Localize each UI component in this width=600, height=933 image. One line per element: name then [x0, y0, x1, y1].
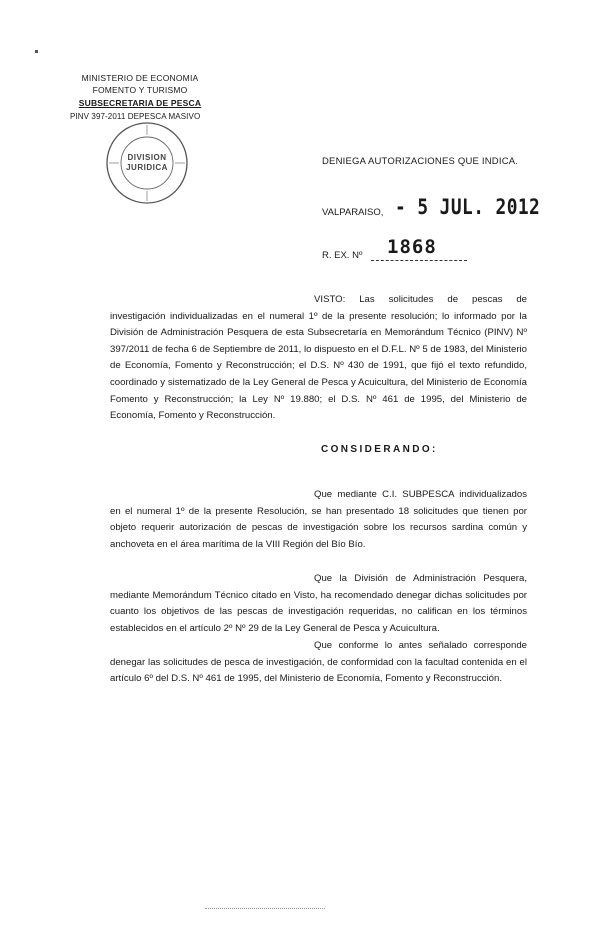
- footer-mark: [205, 908, 325, 909]
- margin-mark: [35, 50, 38, 53]
- stamp-text-juridica: JURIDICA: [126, 163, 168, 172]
- resolution-number-underline: [371, 260, 467, 261]
- ministry-name: MINISTERIO DE ECONOMIA: [81, 73, 199, 83]
- subsecretaria-name: SUBSECRETARIA DE PESCA: [78, 98, 202, 108]
- stamp-text-division: DIVISION: [127, 153, 167, 162]
- place-label: VALPARAISO,: [322, 207, 384, 218]
- considerando-heading: CONSIDERANDO:: [321, 444, 438, 455]
- resolution-number: 1868: [387, 236, 437, 258]
- ministry-subname: FOMENTO Y TURISMO: [92, 85, 188, 95]
- resolution-label: R. EX. Nº: [322, 250, 363, 261]
- date-stamp: - 5 JUL. 2012: [395, 195, 541, 219]
- document-subject: DENIEGA AUTORIZACIONES QUE INDICA.: [322, 156, 519, 167]
- reference-code: PINV 397-2011 DEPESCA MASIVO: [70, 112, 201, 121]
- considerando-paragraph-1: Que mediante C.I. SUBPESCA individualizados en el numeral 1º de la presente Resolución, se han presentado 18 solicitudes que tienen por objeto requerir autorización de pescas de investigación sobre los recursos sardina común y anchoveta en el área marítima de la VIII Región del Bío Bío.: [110, 489, 527, 550]
- considerando-paragraph-3: Que conforme lo antes señalado corresponde denegar las solicitudes de pesca de investigación, de conformidad con la facultad contenida en el artículo 6º del D.S. Nº 461 de 1995, del Ministerio de Economía, Fomento y Reconstrucción.: [110, 640, 527, 685]
- division-juridica-stamp: [104, 120, 190, 206]
- visto-paragraph: VISTO: Las solicitudes de pescas de investigación individualizadas en el numeral 1º de la presente resolución; lo informado por la División de Administración Pesquera de esta Subsecretaría en Memorándum Técnico (PINV) Nº 397/2011 de fecha 6 de Septiembre de 2011, lo dispuesto en el D.F.L. Nº 5 de 1983, del Ministerio de Economía, Fomento y Reconstrucción; el D.S. Nº 430 de 1991, que fijó el texto refundido, coordinado y sistematizado de la Ley General de Pesca y Acuicultura, del Ministerio de Economía Fomento y Reconstrucción; la Ley Nº 19.880; el D.S. Nº 461 de 1995, del Ministerio de Economía, Fomento y Reconstrucción.: [110, 294, 527, 422]
- considerando-paragraph-2: Que la División de Administración Pesquera, mediante Memorándum Técnico citado en Visto, ha recomendado denegar dichas solicitudes por cuanto los objetivos de las pescas de investigación requeridas, no califican en los términos establecidos en el artículo 2º Nº 29 de la Ley General de Pesca y Acuicultura.: [110, 573, 527, 634]
